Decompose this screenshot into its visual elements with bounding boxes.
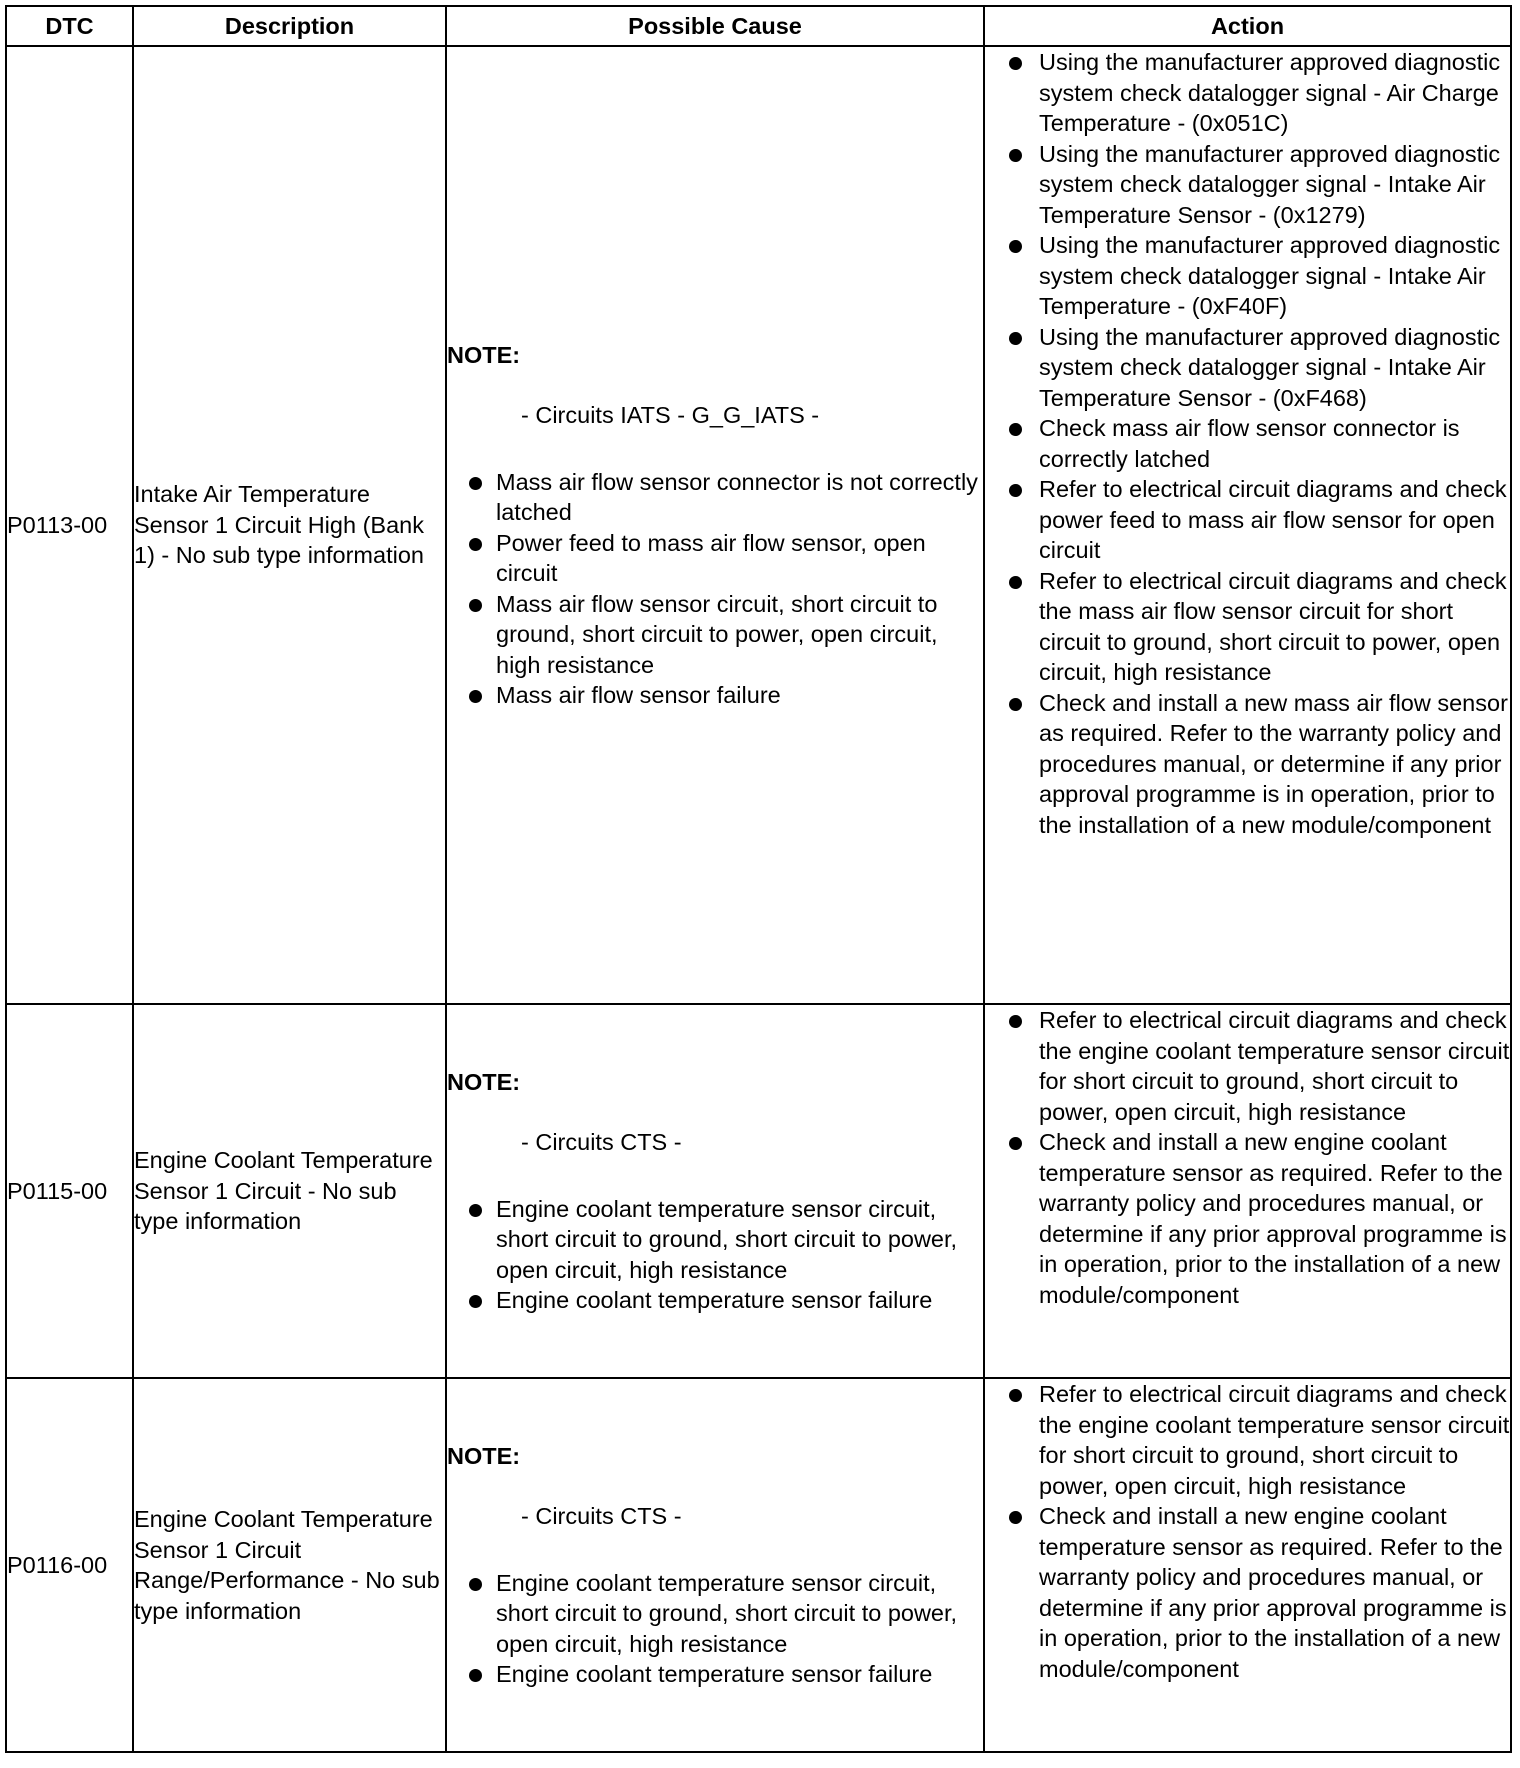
cause-item: Engine coolant temperature sensor circuit, short circuit to ground, short circuit to power, open circuit, high resistance bbox=[447, 1568, 983, 1660]
cause-item: Power feed to mass air flow sensor, open circuit bbox=[447, 528, 983, 589]
note-label: NOTE: bbox=[447, 341, 521, 368]
action-item: Check and install a new engine coolant temperature sensor as required. Refer to the warranty policy and procedures manual, or determine if any prior approval programme is in operation, prior to the installation of a new module/component bbox=[985, 1127, 1510, 1310]
possible-cause-cell bbox=[446, 46, 984, 1004]
table-row bbox=[6, 1378, 1511, 1752]
cause-item: Mass air flow sensor connector is not correctly latched bbox=[447, 467, 983, 528]
dtc-code: P0113-00 bbox=[6, 46, 133, 1004]
action-item: Refer to electrical circuit diagrams and check the mass air flow sensor circuit for short circuit to ground, short circuit to power, open circuit, high resistance bbox=[985, 566, 1510, 688]
possible-cause-cell bbox=[446, 1004, 984, 1378]
header-row bbox=[6, 6, 1511, 46]
table-body bbox=[6, 46, 1511, 1752]
action-item: Using the manufacturer approved diagnostic system check datalogger signal - Intake Air Temperature Sensor - (0xF468) bbox=[985, 322, 1510, 414]
action-item: Check and install a new mass air flow sensor as required. Refer to the warranty policy and procedures manual, or determine if any prior approval programme is in operation, prior to the installation of a new module/component bbox=[985, 688, 1510, 841]
action-item: Refer to electrical circuit diagrams and check the engine coolant temperature sensor circuit for short circuit to ground, short circuit to power, open circuit, high resistance bbox=[985, 1379, 1510, 1501]
action-list bbox=[985, 47, 1510, 840]
cause-item: Mass air flow sensor circuit, short circuit to ground, short circuit to power, open circuit, high resistance bbox=[447, 589, 983, 681]
action-list bbox=[985, 1379, 1510, 1684]
dtc-code: P0116-00 bbox=[6, 1378, 133, 1752]
action-item: Check and install a new engine coolant temperature sensor as required. Refer to the warranty policy and procedures manual, or determine if any prior approval programme is in operation, prior to the installation of a new module/component bbox=[985, 1501, 1510, 1684]
dtc-table bbox=[5, 5, 1512, 1753]
note-label: NOTE: bbox=[447, 1442, 521, 1469]
action-item: Check mass air flow sensor connector is correctly latched bbox=[985, 413, 1510, 474]
note-label: NOTE: bbox=[447, 1068, 521, 1095]
cause-list bbox=[447, 1568, 983, 1690]
action-list bbox=[985, 1005, 1510, 1310]
action-cell bbox=[984, 1004, 1511, 1378]
cause-item: Engine coolant temperature sensor failure bbox=[447, 1659, 983, 1690]
table-row bbox=[6, 1004, 1511, 1378]
circuits-note: - Circuits CTS - bbox=[521, 1129, 682, 1155]
action-item: Using the manufacturer approved diagnostic system check datalogger signal - Air Charge Temperature - (0x051C) bbox=[985, 47, 1510, 139]
header-possible-cause: Possible Cause bbox=[446, 6, 984, 46]
header-description: Description bbox=[133, 6, 446, 46]
possible-cause-cell bbox=[446, 1378, 984, 1752]
action-item: Refer to electrical circuit diagrams and check the engine coolant temperature sensor circuit for short circuit to ground, short circuit to power, open circuit, high resistance bbox=[985, 1005, 1510, 1127]
action-item: Using the manufacturer approved diagnostic system check datalogger signal - Intake Air Temperature Sensor - (0x1279) bbox=[985, 139, 1510, 231]
cause-list bbox=[447, 467, 983, 711]
cause-list bbox=[447, 1194, 983, 1316]
dtc-code: P0115-00 bbox=[6, 1004, 133, 1378]
circuits-note: - Circuits IATS - G_G_IATS - bbox=[521, 402, 820, 428]
dtc-description: Engine Coolant Temperature Sensor 1 Circuit Range/Performance - No sub type information bbox=[133, 1378, 446, 1752]
action-item: Refer to electrical circuit diagrams and check power feed to mass air flow sensor for open circuit bbox=[985, 474, 1510, 566]
dtc-description: Engine Coolant Temperature Sensor 1 Circuit - No sub type information bbox=[133, 1004, 446, 1378]
header-dtc: DTC bbox=[6, 6, 133, 46]
dtc-description: Intake Air Temperature Sensor 1 Circuit High (Bank 1) - No sub type information bbox=[133, 46, 446, 1004]
cause-item: Mass air flow sensor failure bbox=[447, 680, 983, 711]
circuits-note: - Circuits CTS - bbox=[521, 1503, 682, 1529]
table-row bbox=[6, 46, 1511, 1004]
action-cell bbox=[984, 1378, 1511, 1752]
cause-item: Engine coolant temperature sensor failure bbox=[447, 1285, 983, 1316]
header-action: Action bbox=[984, 6, 1511, 46]
action-cell bbox=[984, 46, 1511, 1004]
action-item: Using the manufacturer approved diagnostic system check datalogger signal - Intake Air Temperature - (0xF40F) bbox=[985, 230, 1510, 322]
cause-item: Engine coolant temperature sensor circuit, short circuit to ground, short circuit to power, open circuit, high resistance bbox=[447, 1194, 983, 1286]
table-header bbox=[6, 6, 1511, 46]
